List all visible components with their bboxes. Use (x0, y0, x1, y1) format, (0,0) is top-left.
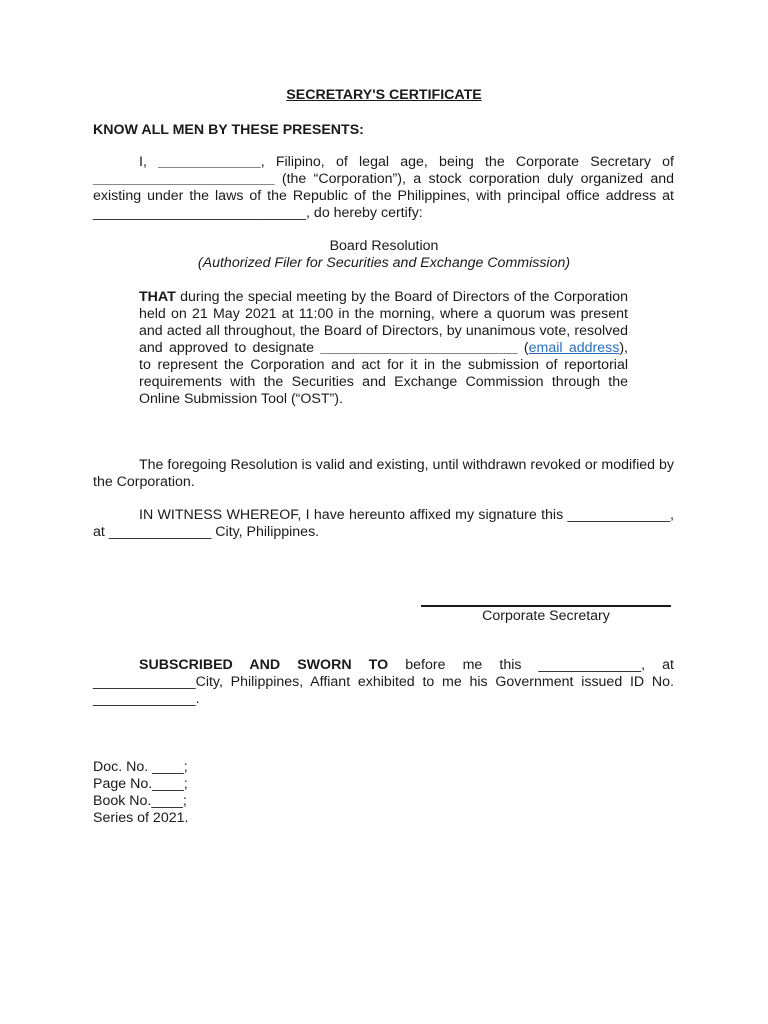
paragraph-certification (93, 154, 674, 222)
secretary-name-blank: _____________ (158, 154, 261, 170)
resolution-lead: THAT (139, 289, 176, 305)
p1-text-a: I, (139, 154, 147, 170)
jurat-lead: SUBSCRIBED AND SWORN TO (139, 657, 389, 673)
resolution-title: Board Resolution (329, 238, 439, 254)
p2-text-c: ), to represent the Corporation and act for it in the submission of reportorial requirements with the Securities and Exchange Commission through the Online Submission Tool (“OST”). (139, 340, 628, 407)
p3-text: The foregoing Resolution is valid and existing, until withdrawn revoked or modified by the Corporation. (93, 457, 674, 490)
page-number: Page No.____; (93, 776, 188, 792)
paragraph-witness (93, 507, 674, 541)
resolution-subtitle: (Authorized Filer for Securities and Exchange Commission) (197, 255, 571, 271)
p1-text-b: , Filipino, of legal age, being the Corporate Secretary of (260, 154, 675, 170)
signature-line (421, 595, 671, 607)
series-year: Series of 2021. (93, 810, 189, 826)
corporation-name-blank: _______________________ (93, 171, 275, 187)
email-address-link[interactable]: email address (528, 340, 620, 356)
signature-caption: Corporate Secretary (482, 608, 610, 624)
paragraph-validity (93, 457, 674, 491)
p2-text-b: ( (523, 340, 529, 356)
p5-text: before me this _____________, at _____________City, Philippines, Affiant exhibited to me his Government issued ID No. _____________. (93, 657, 674, 707)
p1-text-c: (the “Corporation”), a stock corporation duly organized and existing under the laws of the Republic of the Philippines, with principal office address at ___________________________, do hereby certify: (93, 171, 674, 221)
paragraph-jurat (93, 657, 674, 708)
designee-blank: _________________________ (320, 340, 518, 356)
book-number: Book No.____; (93, 793, 187, 809)
document-title: SECRETARY'S CERTIFICATE (286, 87, 482, 103)
p2-text-a: during the special meeting by the Board of Directors of the Corporation held on 21 May 2021 at 11:00 in the morning, where a quorum was present and acted all throughout, the Board of Directors, by unanimous vote, resolved and approved to designate (139, 289, 629, 356)
notarial-register (93, 759, 188, 827)
intro-heading: KNOW ALL MEN BY THESE PRESENTS: (93, 122, 364, 138)
paragraph-resolution (139, 289, 628, 408)
doc-number: Doc. No. ____; (93, 759, 188, 775)
p4-text: IN WITNESS WHEREOF, I have hereunto affixed my signature this _____________, at _____________ City, Philippines. (93, 507, 674, 540)
